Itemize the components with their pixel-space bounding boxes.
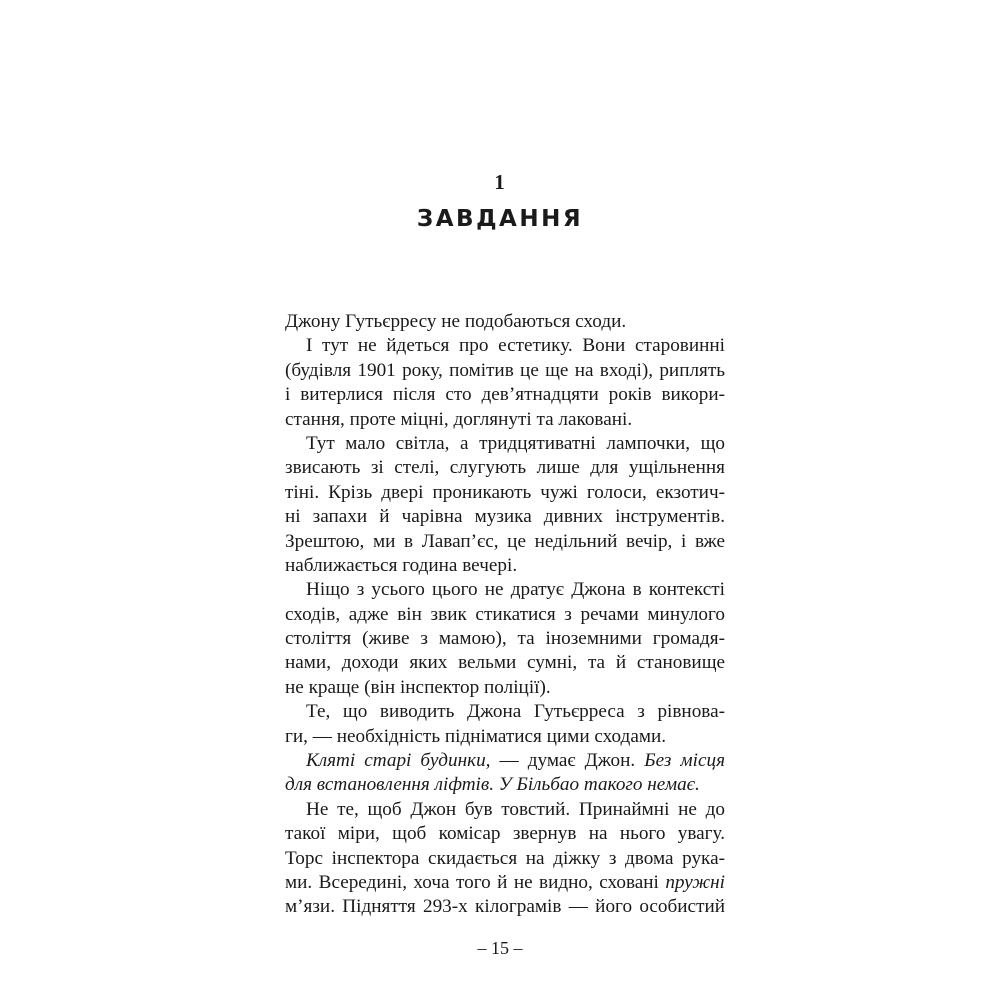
text-line-mixed	[285, 871, 725, 895]
text-line: нами, доходи яких вельми сумні, та й становище	[285, 652, 725, 674]
page-number: – 15 –	[477, 938, 523, 958]
text-line: і витерлися після сто дев’ятнадцяти років викори-	[285, 384, 725, 406]
text-line: Торс інспектора скидається на діжку з двома рука-	[285, 847, 725, 869]
text-line: Зрештою, ми в Лавап’єс, це недільний вечір, і вже	[285, 530, 725, 552]
text-line: звисають зі стелі, слугують лише для ущільнення	[285, 457, 725, 479]
text-line: тіні. Крізь двері проникають чужі голоси, екзотич-	[285, 481, 725, 503]
text-segment: ми. Всередині, хоча того й не видно, сховані	[285, 871, 666, 893]
text-line: сходів, адже він звик стикатися з речами минулого	[285, 603, 725, 625]
text-line: Джону Гутьєрресу не подобаються сходи.	[285, 311, 627, 332]
text-line: м’язи. Підняття 293-х кілограмів — його особистий	[285, 896, 725, 918]
text-line: такої міри, щоб комісар звернув на нього увагу.	[285, 823, 725, 845]
text-line: І тут не йдеться про естетику. Вони старовинні	[306, 335, 725, 357]
chapter-number: 1	[494, 170, 506, 194]
text-line: стання, проте міцні, доглянуті та лаковані.	[285, 408, 633, 430]
text-line: Не те, щоб Джон був товстий. Принаймні не до	[306, 798, 725, 820]
text-line: ні запахи й чарівна музика дивних інструментів.	[285, 506, 725, 528]
body-text	[285, 310, 725, 920]
text-line-italic	[285, 773, 725, 797]
italic-thought: Кляті старі будинки,	[306, 750, 491, 772]
text-line: Ніщо з усього цього не дратує Джона в контексті	[306, 579, 725, 601]
chapter-title: ЗАВДАННЯ	[416, 206, 584, 232]
italic-word: пружні	[665, 871, 725, 893]
text-line-mixed	[285, 749, 725, 773]
text-segment: — думає Джон.	[490, 750, 645, 772]
text-line: (будівля 1901 року, помітив це ще на вході), риплять	[285, 359, 725, 381]
text-line: століття (живе з мамою), та іноземними громадя-	[285, 628, 725, 650]
text-line: Тут мало світла, а тридцятиватні лампочки, що	[306, 432, 725, 454]
text-line: наближається година вечері.	[285, 554, 518, 576]
italic-thought: Без місця	[644, 750, 725, 772]
text-line: ги, — необхідність підніматися цими сходами.	[285, 725, 667, 747]
italic-thought: для встановлення ліфтів. У Більбао такого немає.	[285, 774, 700, 796]
text-line: Те, що виводить Джона Гутьєрреса з рівнова-	[306, 701, 725, 723]
text-line: не краще (він інспектор поліції).	[285, 676, 551, 698]
